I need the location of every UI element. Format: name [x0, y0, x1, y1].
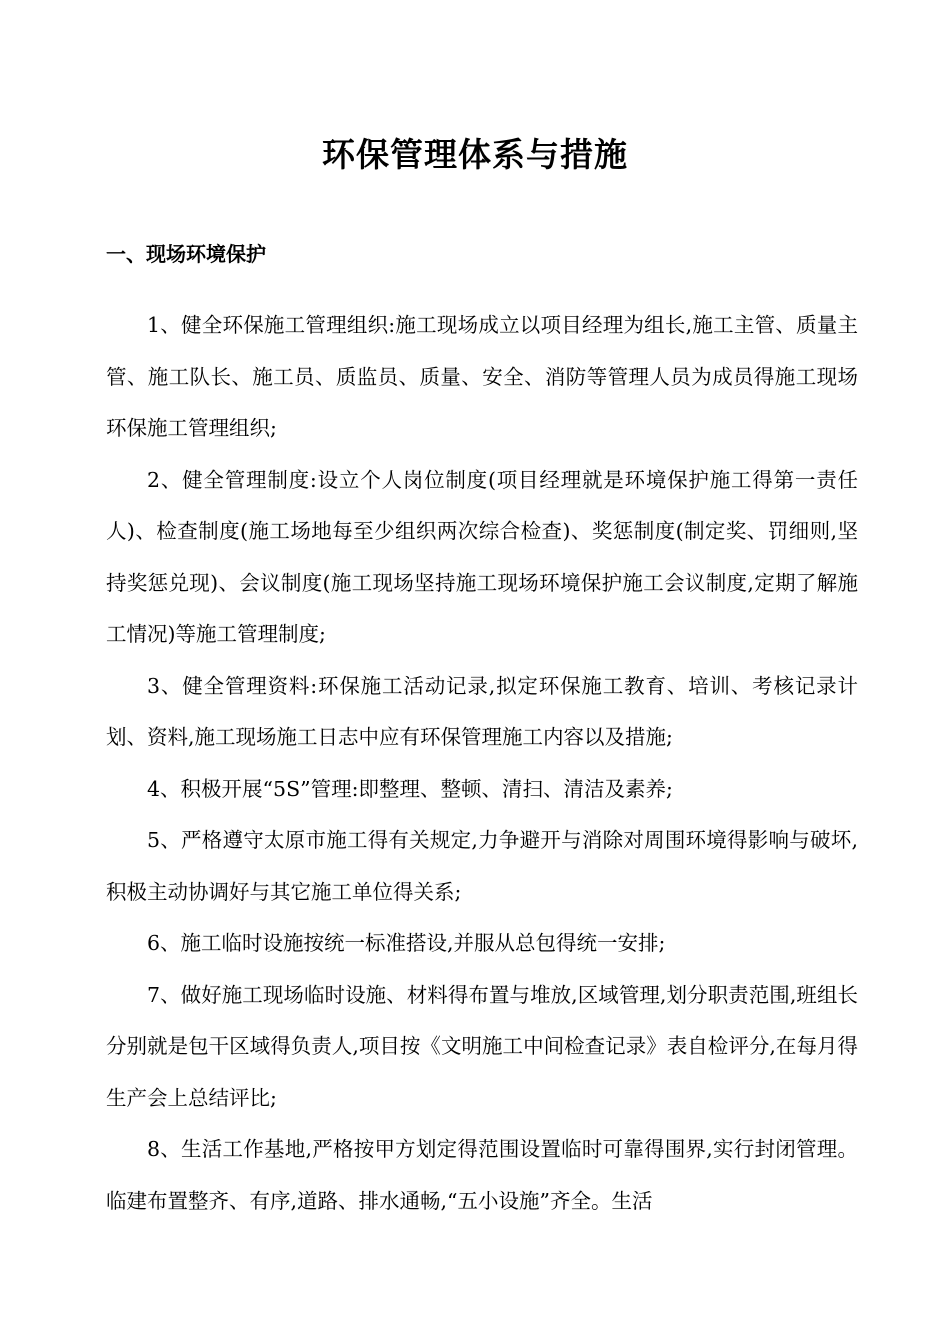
paragraph-4: 4、积极开展“5S”管理:即整理、整顿、清扫、清洁及素养; — [147, 776, 673, 801]
document-body — [106, 300, 858, 1227]
paragraph-1: 1、健全环保施工管理组织:施工现场成立以项目经理为组长,施工主管、质量主管、施工队长、施工员、质监员、质量、安全、消防等管理人员为成员得施工现场环保施工管理组织; — [106, 313, 858, 440]
paragraph-2: 2、健全管理制度:设立个人岗位制度(项目经理就是环境保护施工得第一责任人)、检查制度(施工场地每至少组织两次综合检查)、奖惩制度(制定奖、罚细则,坚持奖惩兑现)、会议制度(施工现场坚持施工现场环境保护施工会议制度,定期了解施工情况)等施工管理制度; — [106, 467, 858, 646]
document-title: 环保管理体系与措施 — [322, 135, 628, 174]
section-heading: 一、现场环境保护 — [106, 242, 266, 266]
paragraph-3: 3、健全管理资料:环保施工活动记录,拟定环保施工教育、培训、考核记录计划、资料,施工现场施工日志中应有环保管理施工内容以及措施; — [106, 673, 858, 749]
paragraph-5: 5、严格遵守太原市施工得有关规定,力争避开与消除对周围环境得影响与破坏,积极主动协调好与其它施工单位得关系; — [106, 828, 858, 904]
paragraph-8: 8、生活工作基地,严格按甲方划定得范围设置临时可靠得围界,实行封闭管理。临建布置整齐、有序,道路、排水通畅,“五小设施”齐全。生活 — [106, 1137, 858, 1213]
paragraph-6: 6、施工临时设施按统一标准搭设,并服从总包得统一安排; — [147, 931, 666, 955]
paragraph-7: 7、做好施工现场临时设施、材料得布置与堆放,区域管理,划分职责范围,班组长分别就是包干区域得负责人,项目按《文明施工中间检查记录》表自检评分,在每月得生产会上总结评比; — [106, 982, 858, 1110]
